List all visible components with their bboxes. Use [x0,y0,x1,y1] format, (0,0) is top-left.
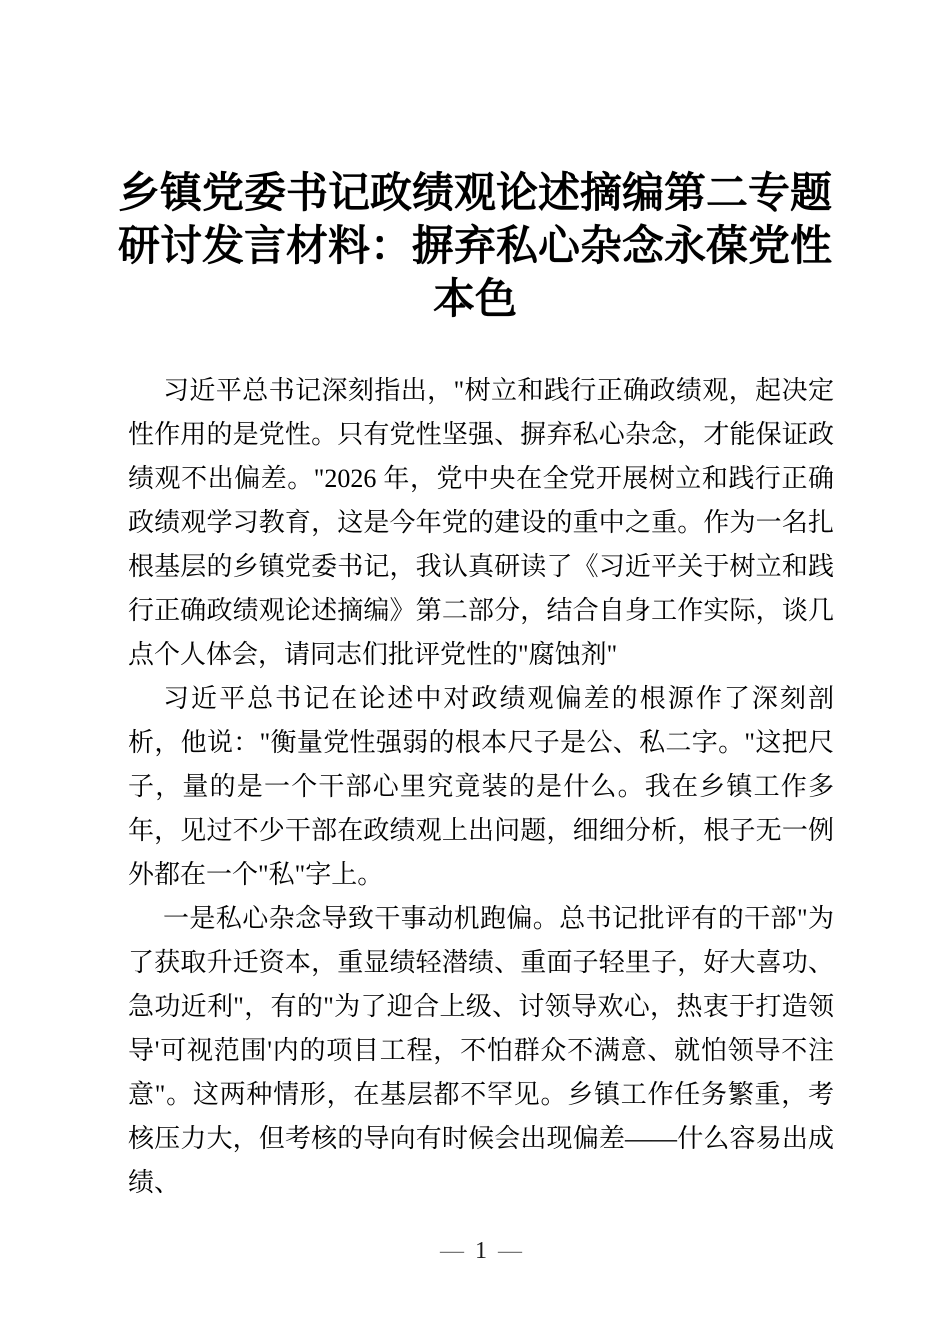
document-title: 乡镇党委书记政绩观论述摘编第二专题研讨发言材料：摒弃私心杂念永葆党性本色 [117,171,832,323]
footer-right-dash: — [498,1238,522,1264]
footer-left-dash: — [440,1238,464,1264]
page-footer [128,1238,834,1264]
paragraph: 一是私心杂念导致干事动机跑偏。总书记批评有的干部"为了获取升迁资本，重显绩轻潜绩、重面子轻里子，好大喜功、急功近利"，有的"为了迎合上级、讨领导欢心，热衷于打造领导'可视范围'内的项目工程，不怕群众不满意、就怕领导不注意"。这两种情形，在基层都不罕见。乡镇工作任务繁重，考核压力大，但考核的导向有时候会出现偏差——什么容易出成绩、 [128,904,834,1197]
paragraph: 习近平总书记深刻指出，"树立和践行正确政绩观，起决定性作用的是党性。只有党性坚强、摒弃私心杂念，才能保证政绩观不出偏差。"2026 年，党中央在全党开展树立和践行正确政绩观学习教育，这是今年党的建设的重中之重。作为一名扎根基层的乡镇党委书记，我认真研读了《习近平关于树立和践行正确政绩观论述摘编》第二部分，结合自身工作实际，谈几点个人体会，请同志们批评党性的"腐蚀剂" [128,376,834,669]
paragraph: 习近平总书记在论述中对政绩观偏差的根源作了深刻剖析，他说："衡量党性强弱的根本尺子是公、私二字。"这把尺子，量的是一个干部心里究竟装的是什么。我在乡镇工作多年，见过不少干部在政绩观上出问题，细细分析，根子无一例外都在一个"私"字上。 [128,684,834,889]
page-number: 1 [475,1238,487,1264]
document-body [128,369,834,1205]
